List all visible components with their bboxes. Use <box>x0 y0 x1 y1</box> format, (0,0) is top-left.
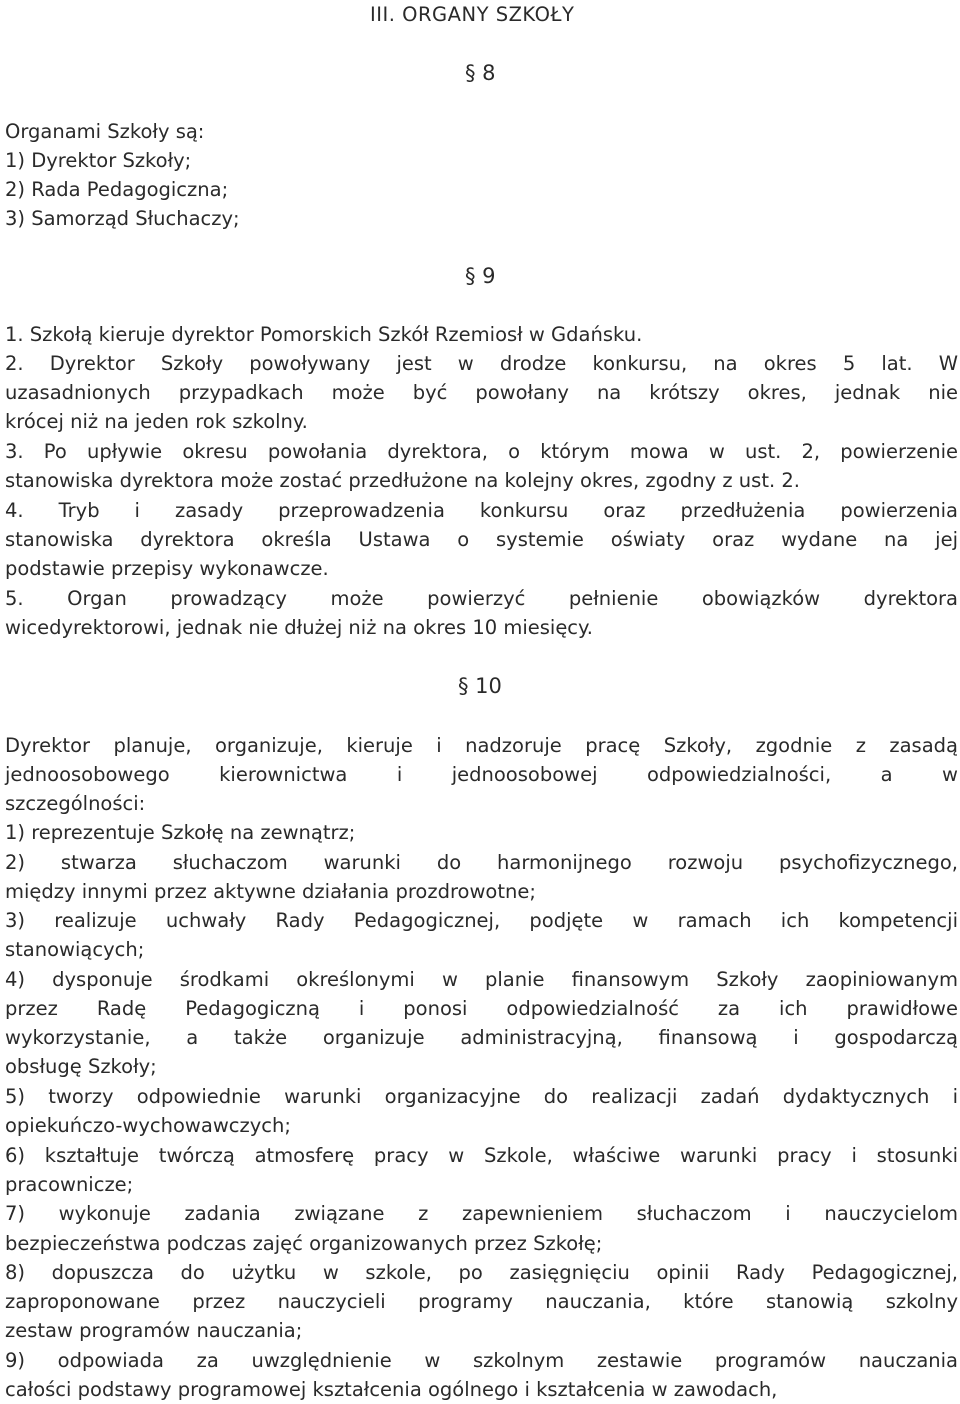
sec10-line: Dyrektor planuje, organizuje, kieruje i nadzoruje pracę Szkoły, zgodnie z zasadą <box>5 734 958 757</box>
sec10-line: 9) odpowiada za uwzględnienie w szkolnym zestawie programów nauczania <box>5 1349 958 1372</box>
sec9-line: 4. Tryb i zasady przeprowadzenia konkursu oraz przedłużenia powierzenia <box>5 499 958 522</box>
sec9-line: 1. Szkołą kieruje dyrektor Pomorskich Szkół Rzemiosł w Gdańsku. <box>5 323 643 346</box>
sec10-line: 1) reprezentuje Szkołę na zewnątrz; <box>5 821 356 844</box>
sec8-line: Organami Szkoły są: <box>5 120 205 143</box>
sec8-line: 1) Dyrektor Szkoły; <box>5 149 192 172</box>
sec10-line: obsługę Szkoły; <box>5 1055 157 1078</box>
sec10-line: jednoosobowego kierownictwa i jednoosobowej odpowiedzialności, a w <box>5 763 958 786</box>
sec8-line: 3) Samorząd Słuchaczy; <box>5 207 240 230</box>
sec10-line: 2) stwarza słuchaczom warunki do harmonijnego rozwoju psychofizycznego, <box>5 851 958 874</box>
sec10-line: 4) dysponuje środkami określonymi w planie finansowym Szkoły zaopiniowanym <box>5 968 958 991</box>
sec10-line: między innymi przez aktywne działania prozdrowotne; <box>5 880 536 903</box>
sec9-line: wicedyrektorowi, jednak nie dłużej niż na okres 10 miesięcy. <box>5 616 593 639</box>
sec10-line: przez Radę Pedagogiczną i ponosi odpowiedzialność za ich prawidłowe <box>5 997 958 1020</box>
sec9-line: uzasadnionych przypadkach może być powołany na krótszy okres, jednak nie <box>5 381 958 404</box>
sec10-line: opiekuńczo-wychowawczych; <box>5 1114 291 1137</box>
sec9-line: 3. Po upływie okresu powołania dyrektora, o którym mowa w ust. 2, powierzenie <box>5 440 958 463</box>
chapter-heading: III. ORGANY SZKOŁY <box>370 3 575 26</box>
sec10-line: zestaw programów nauczania; <box>5 1319 303 1342</box>
sec10-line: 8) dopuszcza do użytku w szkole, po zasięgnięciu opinii Rady Pedagogicznej, <box>5 1261 958 1284</box>
sec10-line: pracownicze; <box>5 1173 134 1196</box>
section-9-mark: § 9 <box>465 264 496 288</box>
section-10-mark: § 10 <box>458 674 502 698</box>
sec10-line: wykorzystanie, a także organizuje administracyjną, finansową i gospodarczą <box>5 1026 958 1049</box>
sec9-line: 2. Dyrektor Szkoły powoływany jest w drodze konkursu, na okres 5 lat. W <box>5 352 958 375</box>
sec9-line: krócej niż na jeden rok szkolny. <box>5 410 308 433</box>
sec10-line: bezpieczeństwa podczas zajęć organizowanych przez Szkołę; <box>5 1232 603 1255</box>
sec8-line: 2) Rada Pedagogiczna; <box>5 178 229 201</box>
sec10-line: 5) tworzy odpowiednie warunki organizacyjne do realizacji zadań dydaktycznych i <box>5 1085 958 1108</box>
sec10-line: 3) realizuje uchwały Rady Pedagogicznej, podjęte w ramach ich kompetencji <box>5 909 958 932</box>
sec10-line: 7) wykonuje zadania związane z zapewnieniem słuchaczom i nauczycielom <box>5 1202 958 1225</box>
sec9-line: stanowiska dyrektora może zostać przedłużone na kolejny okres, zgodny z ust. 2. <box>5 469 800 492</box>
sec10-line: zaproponowane przez nauczycieli programy nauczania, które stanowią szkolny <box>5 1290 958 1313</box>
sec10-line: 6) kształtuje twórczą atmosferę pracy w Szkole, właściwe warunki pracy i stosunki <box>5 1144 958 1167</box>
sec10-line: szczególności: <box>5 792 146 815</box>
sec9-line: 5. Organ prowadzący może powierzyć pełnienie obowiązków dyrektora <box>5 587 958 610</box>
sec9-line: stanowiska dyrektora określa Ustawa o systemie oświaty oraz wydane na jej <box>5 528 958 551</box>
section-8-mark: § 8 <box>465 61 496 85</box>
sec9-line: podstawie przepisy wykonawcze. <box>5 557 329 580</box>
sec10-line: stanowiących; <box>5 938 145 961</box>
sec10-line: całości podstawy programowej kształcenia ogólnego i kształcenia w zawodach, <box>5 1378 778 1401</box>
